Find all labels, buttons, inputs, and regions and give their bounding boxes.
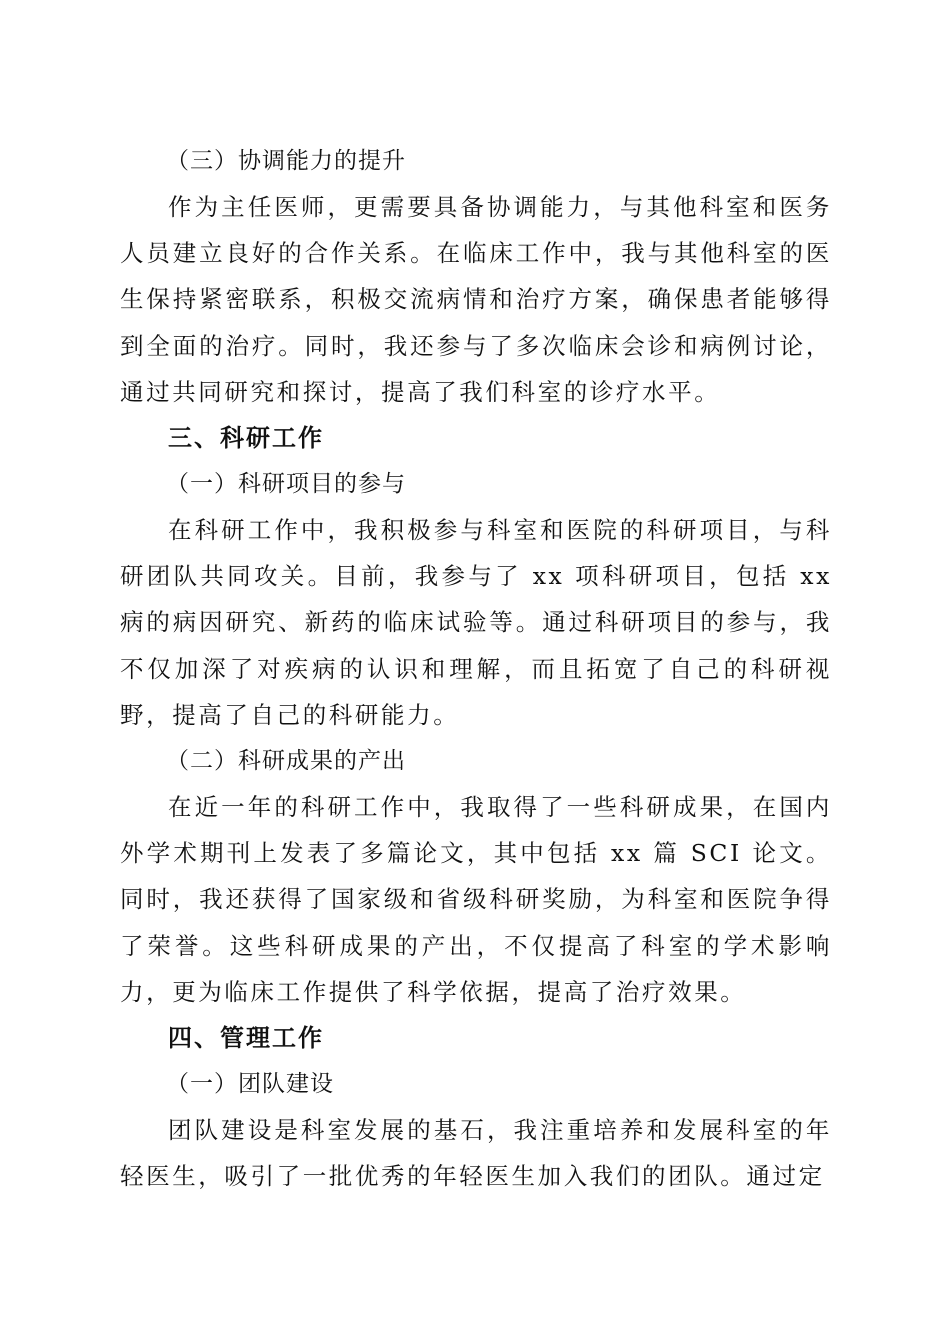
paragraph-research-projects: 在科研工作中，我积极参与科室和医院的科研项目，与科研团队共同攻关。目前，我参与了 xx 项科研项目，包括 xx 病的病因研究、新药的临床试验等。通过科研项目的参与，我不仅加深了对疾病的认识和理解，而且拓宽了自己的科研视野，提高了自己的科研能力。 <box>120 516 832 729</box>
paragraph-coordination: 作为主任医师，更需要具备协调能力，与其他科室和医务人员建立良好的合作关系。在临床工作中，我与其他科室的医生保持紧密联系，积极交流病情和治疗方案，确保患者能够得到全面的治疗。同时，我还参与了多次临床会诊和病例讨论，通过共同研究和探讨，提高了我们科室的诊疗水平。 <box>120 193 832 406</box>
document-page <box>120 138 832 1199</box>
subheading-coordination: （三）协调能力的提升 <box>166 148 406 174</box>
subheading-research-results: （二）科研成果的产出 <box>166 748 406 775</box>
subheading-research-projects: （一）科研项目的参与 <box>166 471 406 498</box>
paragraph-research-results: 在近一年的科研工作中，我取得了一些科研成果，在国内外学术期刊上发表了多篇论文，其中包括 xx 篇 SCI 论文。同时，我还获得了国家级和省级科研奖励，为科室和医院争得了荣誉。这些科研成果的产出，不仅提高了科室的学术影响力，更为临床工作提供了科学依据，提高了治疗效果。 <box>120 793 832 1006</box>
heading-management: 四、管理工作 <box>168 1023 324 1053</box>
paragraph-team-building: 团队建设是科室发展的基石，我注重培养和发展科室的年轻医生，吸引了一批优秀的年轻医生加入我们的团队。通过定 <box>120 1116 832 1191</box>
heading-research: 三、科研工作 <box>168 423 324 453</box>
subheading-team-building: （一）团队建设 <box>166 1071 334 1098</box>
